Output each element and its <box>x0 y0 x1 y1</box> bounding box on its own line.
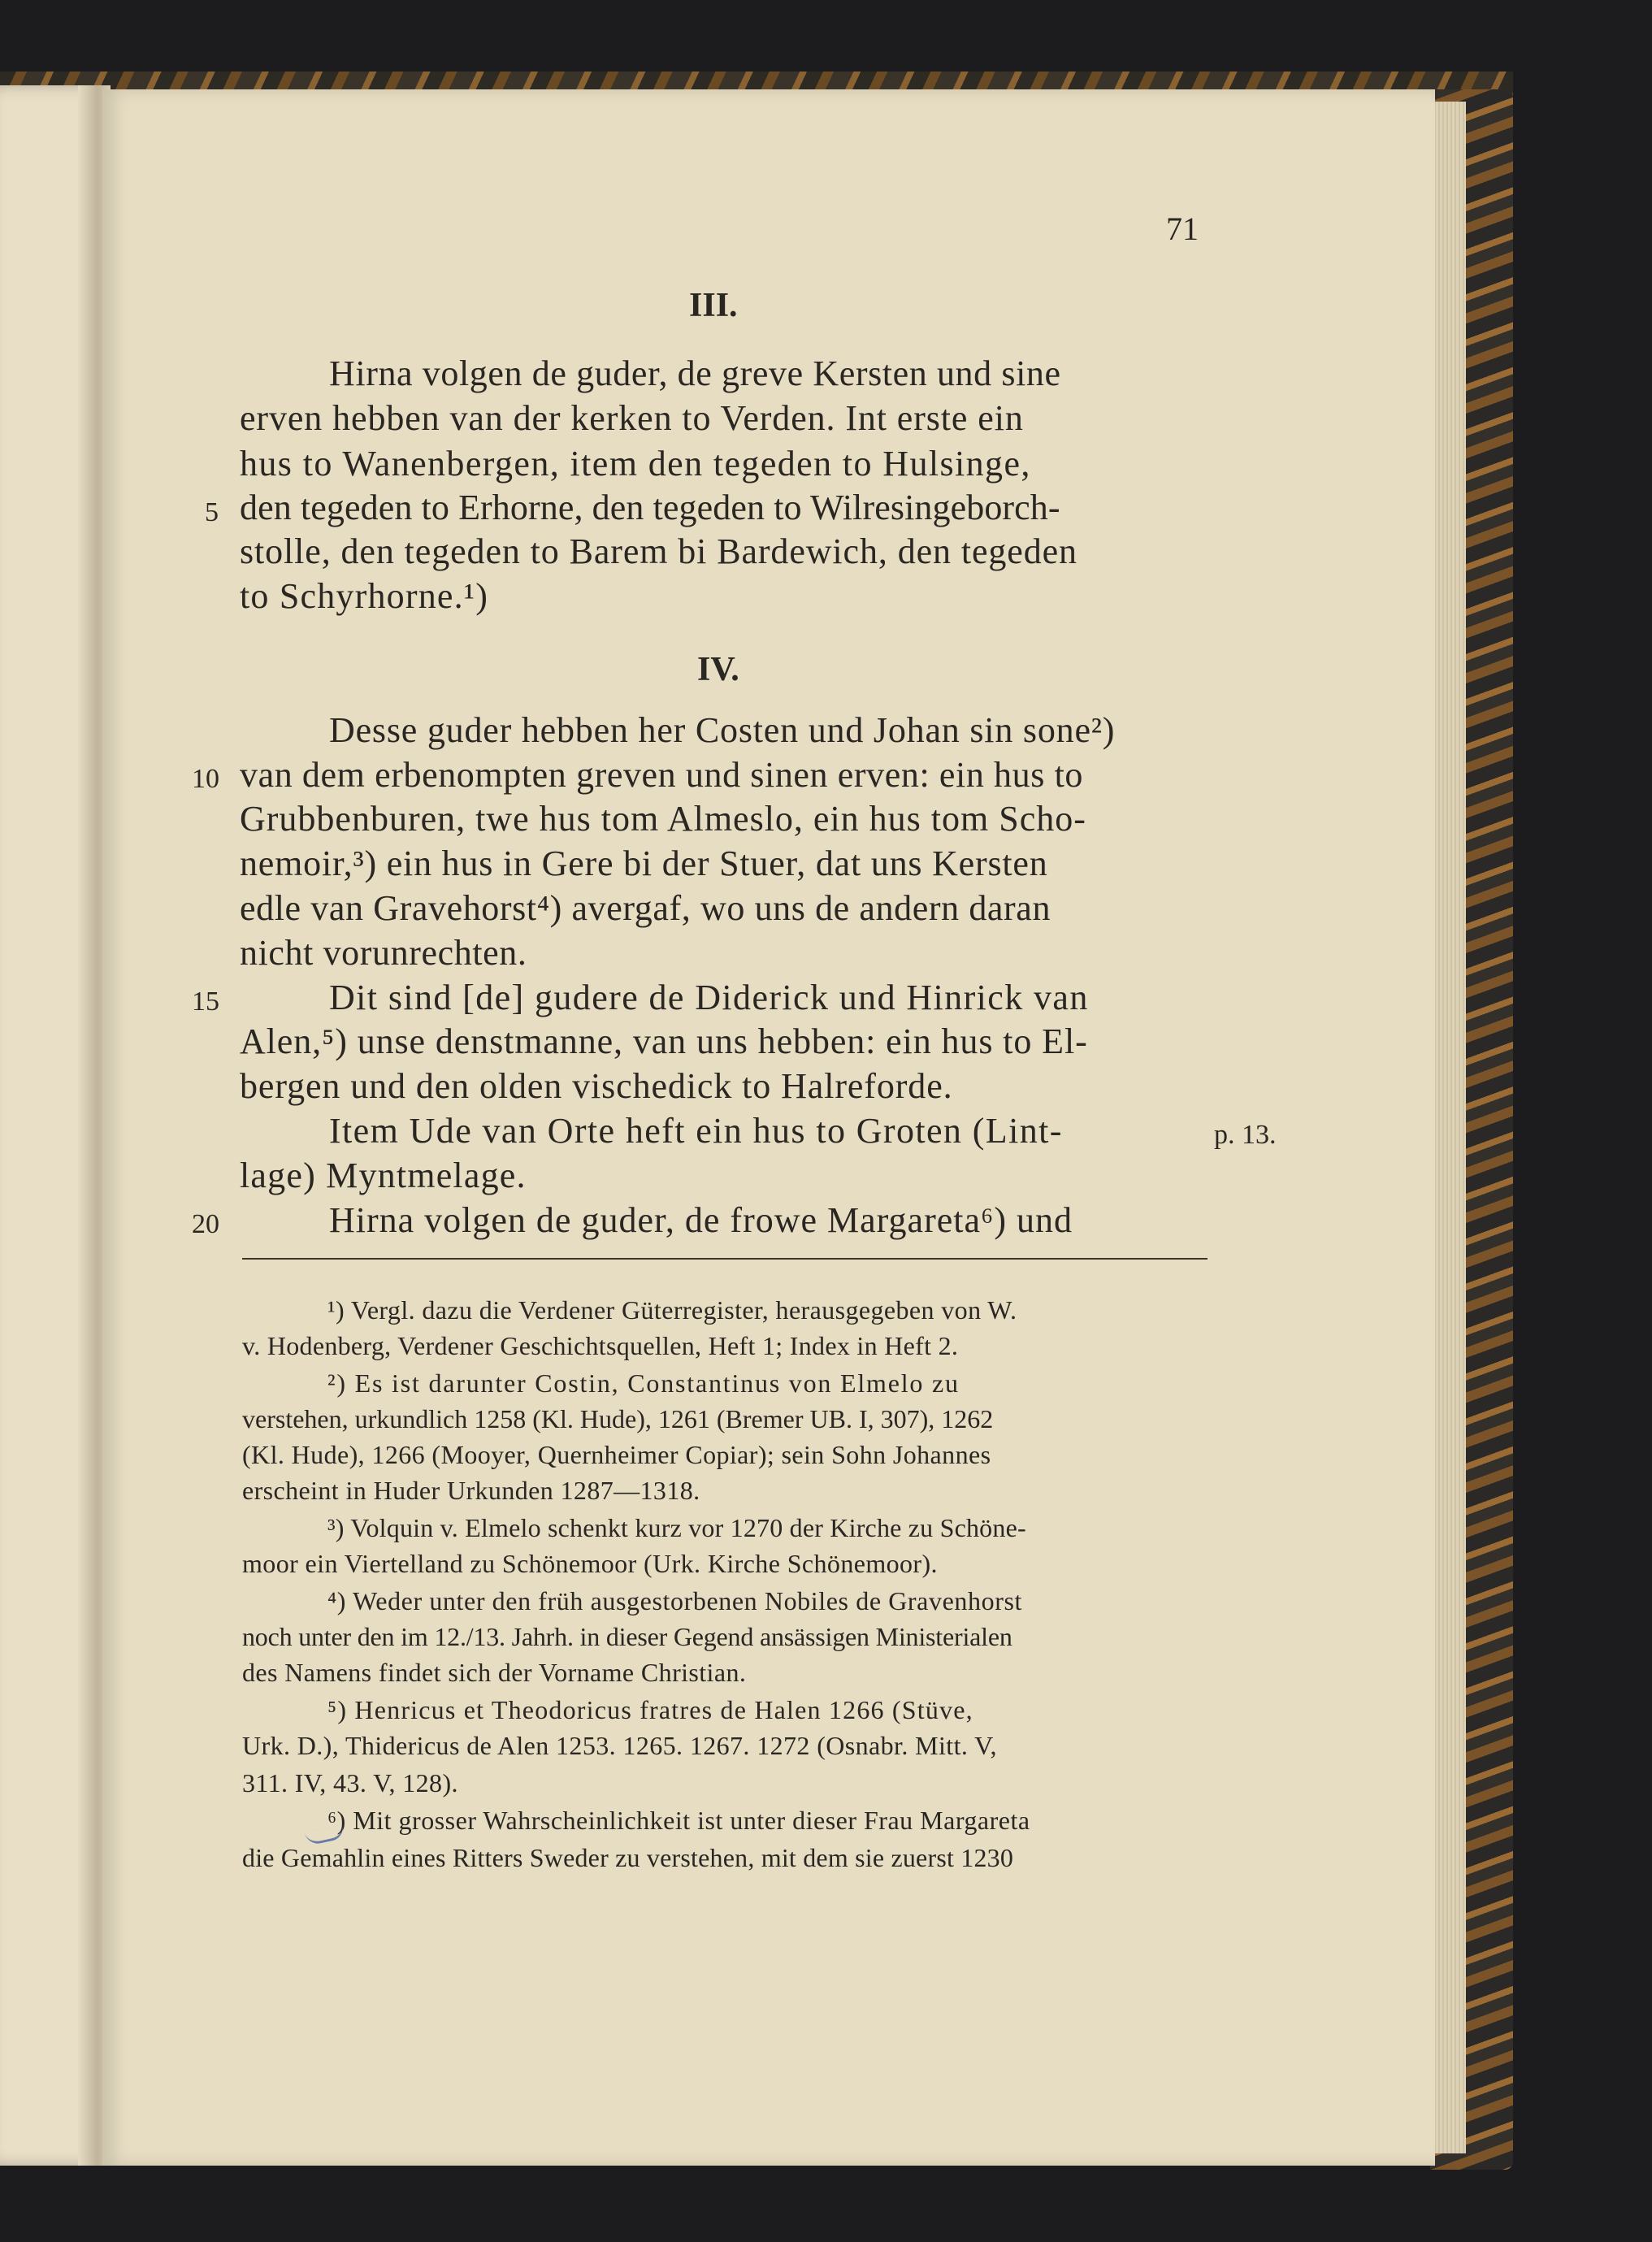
footnote-line: erscheint in Huder Urkunden 1287—1318. <box>242 1476 700 1505</box>
line-number: 5 <box>205 497 219 527</box>
text-line: stolle, den tegeden to Barem bi Bardewich, den tegeden <box>240 531 1077 571</box>
text-line: edle van Gravehorst⁴) avergaf, wo uns de andern daran <box>240 888 1051 928</box>
text-line: Alen,⁵) unse denstmanne, van uns hebben: ein hus to El- <box>240 1021 1088 1061</box>
text-line: Dit sind [de] gudere de Diderick und Hinrick van <box>329 978 1089 1017</box>
line-number: 20 <box>192 1209 219 1239</box>
footnote-line: ¹) Vergl. dazu die Verdener Güterregister, herausgegeben von W. <box>327 1295 1017 1325</box>
text-line: nicht vorunrechten. <box>240 933 527 973</box>
footnote-line: v. Hodenberg, Verdener Geschichtsquellen, Heft 1; Index in Heft 2. <box>242 1331 959 1360</box>
footnote-line: (Kl. Hude), 1266 (Mooyer, Quernheimer Copiar); sein Sohn Johannes <box>242 1440 991 1469</box>
footnote-line: ⁵) Henricus et Theodoricus fratres de Halen 1266 (Stüve, <box>327 1695 973 1724</box>
footnote-line: die Gemahlin eines Ritters Sweder zu verstehen, mit dem sie zuerst 1230 <box>242 1843 1014 1872</box>
text-line: nemoir,³) ein hus in Gere bi der Stuer, dat uns Kersten <box>240 843 1048 883</box>
text-line: Hirna volgen de guder, de greve Kersten und sine <box>329 353 1061 393</box>
footnote-line: Urk. D.), Thidericus de Alen 1253. 1265. 1267. 1272 (Osnabr. Mitt. V, <box>242 1731 997 1760</box>
text-line: to Schyrhorne.¹) <box>240 576 489 616</box>
text-line: erven hebben van der kerken to Verden. Int erste ein <box>240 398 1024 438</box>
footnote-line: ³) Volquin v. Elmelo schenkt kurz vor 1270 der Kirche zu Schöne- <box>327 1513 1026 1542</box>
footnote-line: ²) Es ist darunter Costin, Constantinus von Elmelo zu <box>327 1368 960 1398</box>
footnote-line: verstehen, urkundlich 1258 (Kl. Hude), 1261 (Bremer UB. I, 307), 1262 <box>242 1404 994 1433</box>
footnote-line: ⁴) Weder unter den früh ausgestorbenen Nobiles de Gravenhorst <box>327 1586 1022 1615</box>
page-edges <box>1432 102 1466 2153</box>
footnote-line: moor ein Viertelland zu Schönemoor (Urk. Kirche Schönemoor). <box>242 1549 938 1578</box>
text-line: van dem erbenompten greven und sinen erven: ein hus to <box>240 755 1083 795</box>
margin-page-reference: p. 13. <box>1214 1120 1277 1150</box>
footnote-line: des Namens findet sich der Vorname Christian. <box>242 1658 747 1687</box>
footnote-line: 311. IV, 43. V, 128). <box>242 1768 458 1798</box>
section-heading-iv: IV. <box>697 651 739 688</box>
text-line: Item Ude van Orte heft ein hus to Groten (Lint- <box>329 1111 1063 1151</box>
text-line: bergen und den olden vischedick to Halreforde. <box>240 1066 953 1106</box>
text-line: Desse guder hebben her Costen und Johan sin sone²) <box>329 710 1116 750</box>
text-line: Grubbenburen, twe hus tom Almeslo, ein hus tom Scho- <box>240 799 1086 839</box>
text-line: Hirna volgen de guder, de frowe Margareta⁶) und <box>329 1200 1073 1240</box>
text-line: hus to Wanenbergen, item den tegeden to Hulsinge, <box>240 444 1031 484</box>
page-number: 71 <box>1166 210 1199 247</box>
footnote-divider <box>242 1258 1208 1260</box>
section-heading-iii: III. <box>689 287 738 324</box>
line-number: 15 <box>192 987 219 1017</box>
text-line: den tegeden to Erhorne, den tegeden to Wilresingeborch- <box>240 488 1060 527</box>
line-number: 10 <box>192 764 219 794</box>
footnote-line: noch unter den im 12./13. Jahrh. in dieser Gegend ansässigen Ministerialen <box>242 1622 1012 1651</box>
text-line: lage) Myntmelage. <box>240 1156 527 1195</box>
footnote-line: ⁶) Mit grosser Wahrscheinlichkeit ist unter dieser Frau Margareta <box>327 1806 1030 1835</box>
